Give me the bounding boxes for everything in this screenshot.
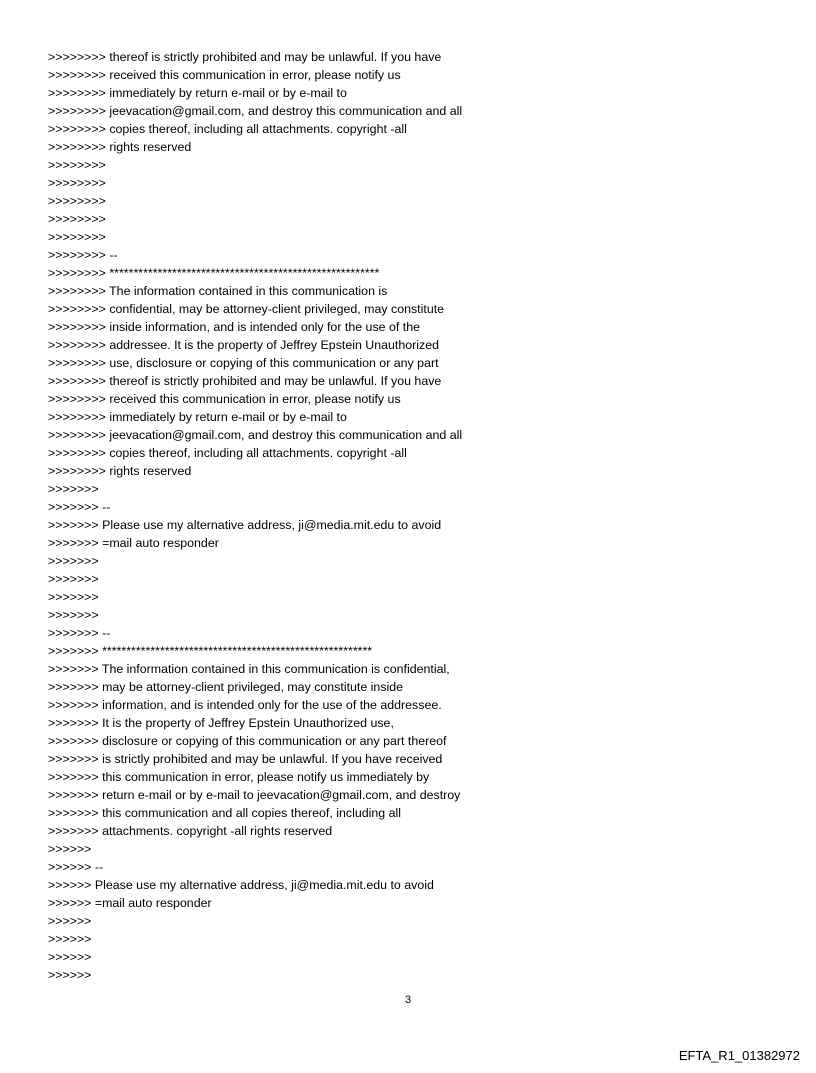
- text-line: >>>>>>>> jeevacation@gmail.com, and destroy this communication and all: [48, 428, 463, 442]
- text-line: >>>>>>>> addressee. It is the property of Jeffrey Epstein Unauthorized: [48, 338, 440, 352]
- page-number: 3: [404, 994, 412, 1006]
- text-line: >>>>>>>: [48, 590, 99, 604]
- text-line: >>>>>>> information, and is intended only for the use of the addressee.: [48, 698, 442, 712]
- text-line: >>>>>>>> copies thereof, including all attachments. copyright -all: [48, 446, 407, 460]
- text-line: >>>>>>>> thereof is strictly prohibited and may be unlawful. If you have: [48, 50, 442, 64]
- text-line: >>>>>>> --: [48, 500, 111, 514]
- text-line: >>>>>>> this communication in error, please notify us immediately by: [48, 770, 430, 784]
- text-line: >>>>>>> It is the property of Jeffrey Epstein Unauthorized use,: [48, 716, 394, 730]
- text-line: >>>>>>>> use, disclosure or copying of this communication or any part: [48, 356, 439, 370]
- text-line: >>>>>>> Please use my alternative address, ji@media.mit.edu to avoid: [48, 518, 442, 532]
- text-line: >>>>>>: [48, 950, 92, 964]
- text-line: >>>>>>>> confidential, may be attorney-client privileged, may constitute: [48, 302, 445, 316]
- text-line: >>>>>>>: [48, 554, 99, 568]
- text-line: >>>>>>> may be attorney-client privileged, may constitute inside: [48, 680, 404, 694]
- text-line: >>>>>>> return e-mail or by e-mail to jeevacation@gmail.com, and destroy: [48, 788, 461, 802]
- text-line: >>>>>>>> jeevacation@gmail.com, and destroy this communication and all: [48, 104, 463, 118]
- text-line: >>>>>>>: [48, 572, 99, 586]
- text-line: >>>>>>>>: [48, 158, 106, 172]
- text-line: >>>>>>>> inside information, and is intended only for the use of the: [48, 320, 420, 334]
- text-line: >>>>>>> --: [48, 626, 111, 640]
- text-line: >>>>>>> The information contained in this communication is confidential,: [48, 662, 450, 676]
- text-line: >>>>>>: [48, 968, 92, 982]
- text-line: >>>>>>>> --: [48, 248, 118, 262]
- text-line: >>>>>> =mail auto responder: [48, 896, 212, 910]
- text-line: >>>>>> --: [48, 860, 104, 874]
- text-line: >>>>>>>> rights reserved: [48, 140, 192, 154]
- text-line: >>>>>>>> immediately by return e-mail or by e-mail to: [48, 410, 347, 424]
- text-line: >>>>>>>: [48, 482, 99, 496]
- text-line: >>>>>>> =mail auto responder: [48, 536, 219, 550]
- text-line: >>>>>>: [48, 932, 92, 946]
- text-line: >>>>>>> ********************************************************: [48, 644, 373, 658]
- text-line: >>>>>>>> received this communication in error, please notify us: [48, 392, 401, 406]
- text-line: >>>>>>>> thereof is strictly prohibited and may be unlawful. If you have: [48, 374, 442, 388]
- text-line: >>>>>>: [48, 914, 92, 928]
- email-body: [48, 48, 768, 984]
- document-id: EFTA_R1_01382972: [678, 1048, 800, 1063]
- text-line: >>>>>>> disclosure or copying of this communication or any part thereof: [48, 734, 447, 748]
- text-line: >>>>>>> is strictly prohibited and may be unlawful. If you have received: [48, 752, 443, 766]
- text-line: >>>>>>>> rights reserved: [48, 464, 192, 478]
- text-line: >>>>>>> attachments. copyright -all rights reserved: [48, 824, 333, 838]
- text-line: >>>>>> Please use my alternative address, ji@media.mit.edu to avoid: [48, 878, 434, 892]
- text-line: >>>>>>>> copies thereof, including all attachments. copyright -all: [48, 122, 407, 136]
- text-line: >>>>>>>: [48, 608, 99, 622]
- text-line: >>>>>>>>: [48, 176, 106, 190]
- text-line: >>>>>>>> The information contained in this communication is: [48, 284, 388, 298]
- text-line: >>>>>>>>: [48, 194, 106, 208]
- text-line: >>>>>>>>: [48, 212, 106, 226]
- text-line: >>>>>>>> ********************************************************: [48, 266, 380, 280]
- text-line: >>>>>>>> immediately by return e-mail or by e-mail to: [48, 86, 347, 100]
- text-line: >>>>>>: [48, 842, 92, 856]
- text-line: >>>>>>> this communication and all copies thereof, including all: [48, 806, 402, 820]
- text-line: >>>>>>>>: [48, 230, 106, 244]
- text-line: >>>>>>>> received this communication in error, please notify us: [48, 68, 401, 82]
